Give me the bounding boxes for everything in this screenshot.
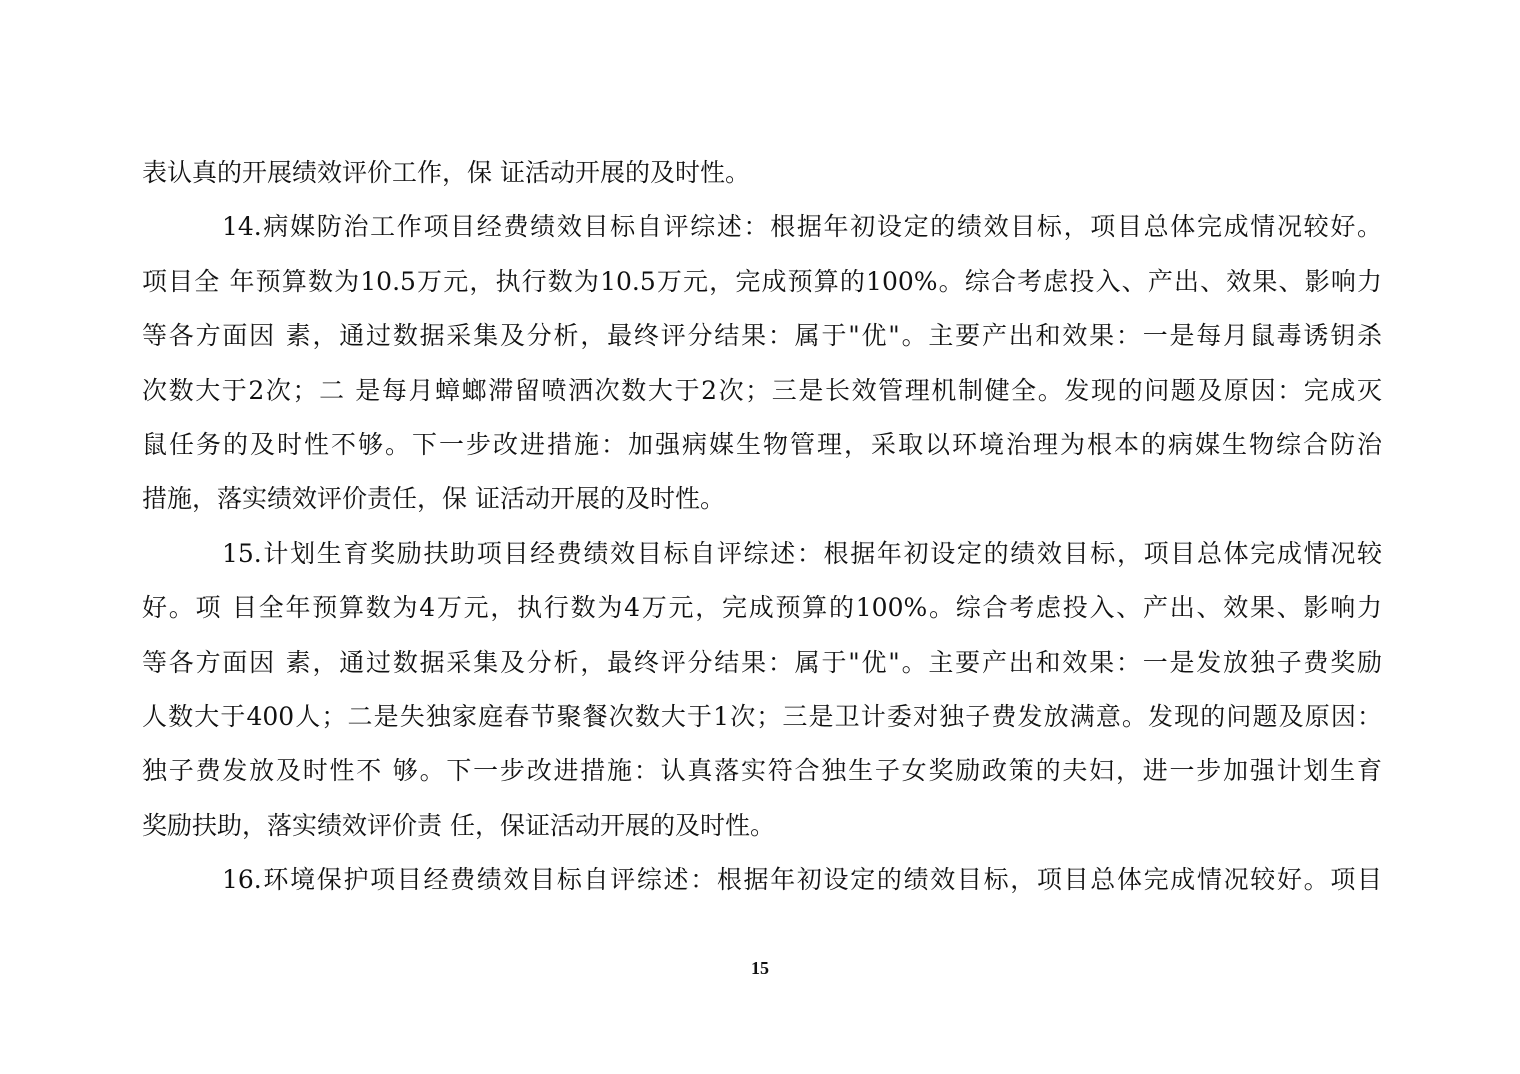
text-line: 项目全 年预算数为10.5万元，执行数为10.5万元，完成预算的100%。综合考虑投入、产出、效果、影响力 — [142, 266, 1382, 296]
text-line: 等各方面因 素，通过数据采集及分析，最终评分结果：属于"优"。主要产出和效果：一是发放独子费奖励 — [142, 647, 1382, 677]
paragraph-16-heading-line: 16.环境保护项目经费绩效目标自评综述：根据年初设定的绩效目标，项目总体完成情况较好。项目 — [222, 865, 1382, 895]
paragraph-15-heading-line: 15.计划生育奖励扶助项目经费绩效目标自评综述：根据年初设定的绩效目标，项目总体完成情况较 — [222, 538, 1382, 568]
text-line: 表认真的开展绩效评价工作，保 证活动开展的及时性。 — [142, 158, 750, 187]
text-line: 独子费发放及时性不 够。下一步改进措施：认真落实符合独生子女奖励政策的夫妇，进一步加强计划生育 — [142, 756, 1382, 786]
text-line: 好。项 目全年预算数为4万元，执行数为4万元，完成预算的100%。综合考虑投入、产出、效果、影响力 — [142, 593, 1382, 623]
text-line: 次数大于2次；二 是每月蟑螂滞留喷洒次数大于2次；三是长效管理机制健全。发现的问题及原因：完成灭 — [142, 375, 1382, 405]
text-line: 人数大于400人；二是失独家庭春节聚餐次数大于1次；三是卫计委对独子费发放满意。发现的问题及原因： — [142, 701, 1382, 731]
text-line: 等各方面因 素，通过数据采集及分析，最终评分结果：属于"优"。主要产出和效果：一是每月鼠毒诱钥杀 — [142, 321, 1382, 351]
text-line: 措施，落实绩效评价责任，保 证活动开展的及时性。 — [142, 484, 725, 514]
body-text — [142, 146, 1382, 907]
text-line: 鼠任务的及时性不够。下一步改进措施：加强病媒生物管理，采取以环境治理为根本的病媒生物综合防治 — [142, 429, 1382, 459]
page-number: 15 — [751, 958, 769, 978]
paragraph-14-heading-line: 14.病媒防治工作项目经费绩效目标自评综述：根据年初设定的绩效目标，项目总体完成情况较好。 — [222, 212, 1382, 242]
text-line: 奖励扶助，落实绩效评价责 任，保证活动开展的及时性。 — [142, 810, 775, 840]
